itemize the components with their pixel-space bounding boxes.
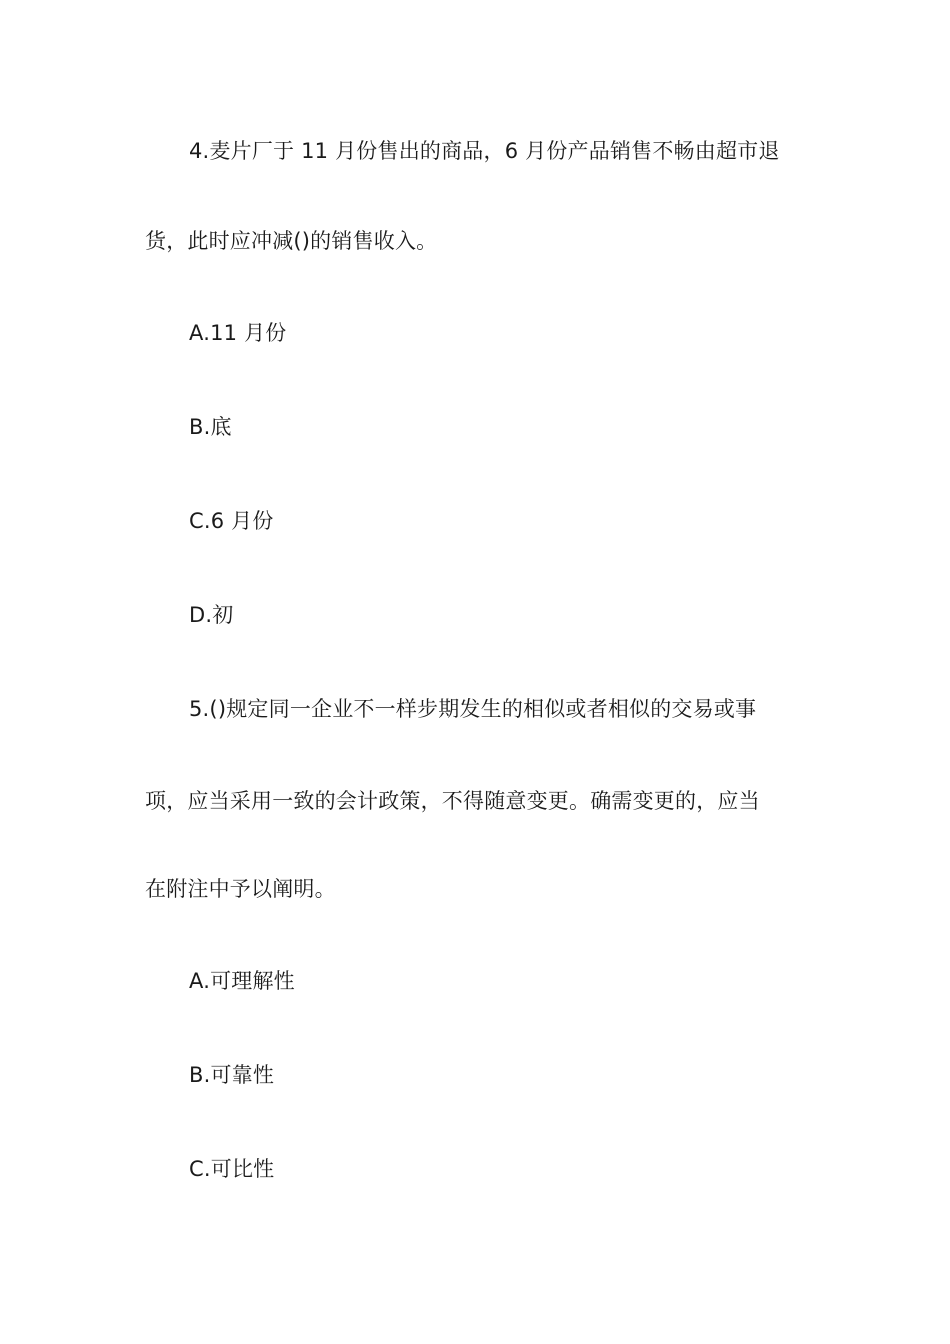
question-5-option-b: B.可靠性 — [189, 1063, 275, 1087]
question-5-option-a: A.可理解性 — [189, 969, 295, 993]
question-5-stem-line-1: 5.()规定同一企业不一样步期发生的相似或者相似的交易或事 — [189, 697, 757, 721]
question-5-option-c: C.可比性 — [189, 1157, 275, 1181]
question-5-stem-line-2: 项，应当采用一致的会计政策，不得随意变更。确需变更的，应当 — [145, 789, 760, 813]
question-4-option-c: C.6 月份 — [189, 509, 274, 533]
question-4-option-d: D.初 — [189, 603, 234, 627]
question-4-stem-line-1: 4.麦片厂于 11 月份售出的商品，6 月份产品销售不畅由超市退 — [189, 139, 780, 163]
question-5-stem-line-3: 在附注中予以阐明。 — [145, 877, 336, 901]
question-4-option-a: A.11 月份 — [189, 321, 287, 345]
question-4-stem-line-2: 货，此时应冲减()的销售收入。 — [145, 229, 438, 253]
question-4-option-b: B.底 — [189, 415, 232, 439]
